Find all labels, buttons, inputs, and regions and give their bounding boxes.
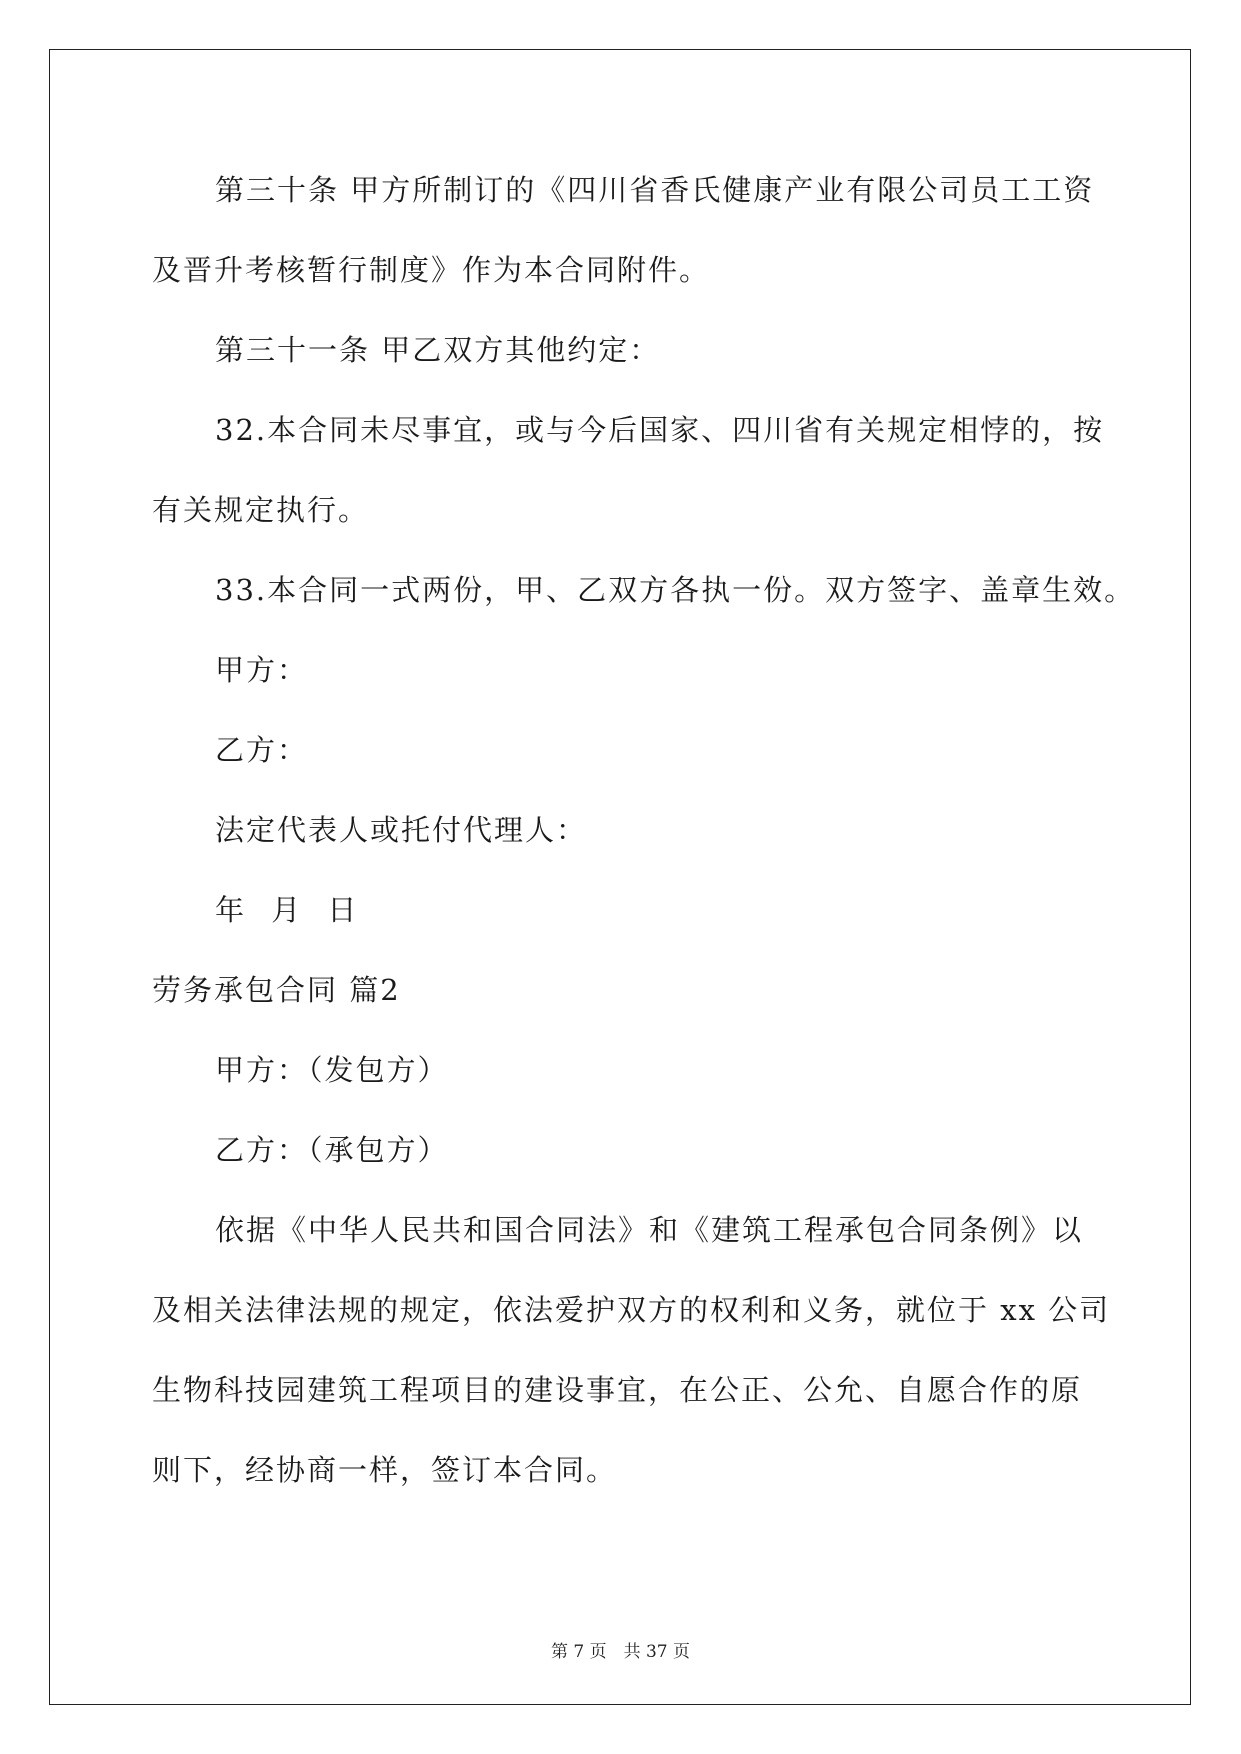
- legal-representative-label: 法定代表人或托付代理人：: [215, 813, 588, 847]
- date-line: 年 月 日: [215, 893, 359, 927]
- article-30-line-1: 第三十条 甲方所制订的《四川省香氏健康产业有限公司员工工资: [215, 173, 1095, 207]
- article-30-line-2: 及晋升考核暂行制度》作为本合同附件。: [152, 253, 711, 287]
- party-b-label: 乙方：（承包方）: [215, 1133, 449, 1167]
- party-a-label: 甲方：（发包方）: [215, 1053, 449, 1087]
- preamble-line-3: 生物科技园建筑工程项目的建设事宜，在公正、公允、自愿合作的原: [152, 1373, 1083, 1407]
- preamble-line-4: 则下，经协商一样，签订本合同。: [152, 1453, 618, 1487]
- preamble-line-2: 及相关法律法规的规定，依法爱护双方的权利和义务，就位于 xx 公司: [152, 1293, 1111, 1327]
- party-b-signature-label: 乙方：: [215, 733, 309, 767]
- section-heading: 劳务承包合同 篇2: [152, 973, 401, 1007]
- clause-32-line-2: 有关规定执行。: [152, 493, 370, 527]
- article-31-heading: 第三十一条 甲乙双方其他约定：: [215, 333, 661, 367]
- clause-32-line-1: 32.本合同未尽事宜，或与今后国家、四川省有关规定相悖的，按: [215, 413, 1105, 447]
- page-number: 第 7 页 共 37 页: [550, 1642, 691, 1662]
- clause-33: 33.本合同一式两份，甲、乙双方各执一份。双方签字、盖章生效。: [215, 573, 1136, 607]
- preamble-line-1: 依据《中华人民共和国合同法》和《建筑工程承包合同条例》以: [215, 1213, 1084, 1247]
- party-a-signature-label: 甲方：: [215, 653, 309, 687]
